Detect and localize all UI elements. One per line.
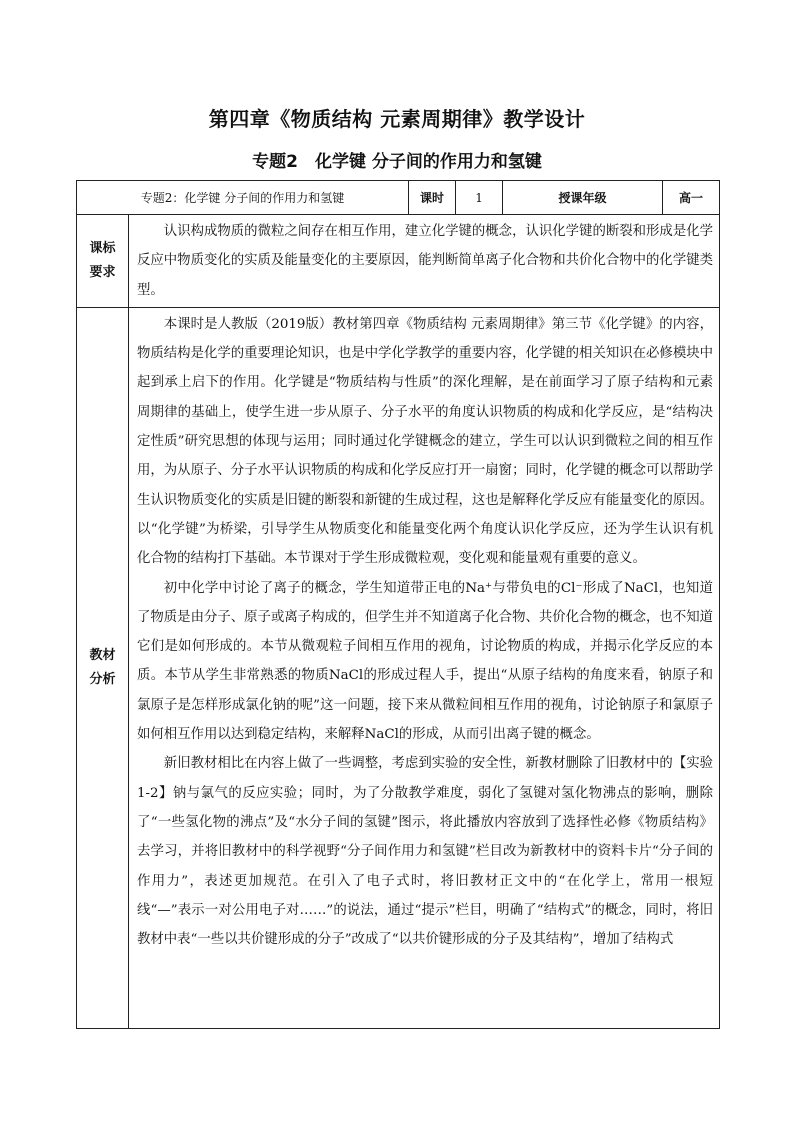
curriculum-row <box>77 215 720 308</box>
textbook-label-line2: 分析 <box>89 671 116 687</box>
curriculum-label <box>77 215 129 308</box>
header-row <box>77 181 720 215</box>
curriculum-label-line2: 要求 <box>89 264 116 280</box>
textbook-label <box>77 307 129 1028</box>
curriculum-text-cell <box>129 215 720 308</box>
grade-value: 高一 <box>663 181 720 215</box>
topic-cell: 专题2：化学键 分子间的作用力和氢键 <box>77 181 409 215</box>
document-title: 第四章《物质结构 元素周期律》教学设计 <box>208 107 586 131</box>
curriculum-label-line1: 课标 <box>89 240 116 256</box>
textbook-label-line1: 教材 <box>89 647 116 663</box>
lesson-plan-table <box>76 180 720 1029</box>
document-subtitle: 专题2 化学键 分子间的作用力和氢键 <box>252 152 542 172</box>
grade-label: 授课年级 <box>503 181 663 215</box>
textbook-text-cell <box>129 307 720 1028</box>
period-value: 1 <box>456 181 503 215</box>
period-label: 课时 <box>409 181 456 215</box>
textbook-row <box>77 307 720 1028</box>
textbook-paragraph: 本课时是人教版（2019版）教材第四章《物质结构 元素周期律》第三节《化学键》的内容，物质结构是化学的重要理论知识，也是中学化学教学的重要内容，化学键的相关知识在必修模块中起到承上启下的作用。化学键是“物质结构与性质”的深化理解，是在前面学习了原子结构和元素周期律的基础上，使学生进一步从原子、分子水平的角度认识物质的构成和化学反应，是“结构决定性质”研究思想的体现与运用；同时通过化学键概念的建立，学生可以认识到微粒之间的相互作用，为从原子、分子水平认识物质的构成和化学反应打开一扇窗；同时，化学键的概念可以帮助学生认识物质变化的实质是旧键的断裂和新键的生成过程，这也是解释化学反应有能量变化的原因。以“化学键”为桥梁，引导学生从物质变化和能量变化两个角度认识化学反应，还为学生认识有机化合物的结构打下基础。本节课对于学生形成微粒观，变化观和能量观有重要的意义。 <box>137 316 714 567</box>
curriculum-text: 认识构成物质的微粒之间存在相互作用，建立化学键的概念，认识化学键的断裂和形成是化学反应中物质变化的实质及能量变化的主要原因，能判断简单离子化合物和共价化合物中的化学键类型。 <box>137 224 714 298</box>
textbook-paragraph: 初中化学中讨论了离子的概念，学生知道带正电的Na⁺与带负电的Cl⁻形成了NaCl，也知道了物质是由分子、原子或离子构成的，但学生并不知道离子化合物、共价化合物的概念，也不知道它们是如何形成的。本节从微观粒子间相互作用的视角，讨论物质的构成，并揭示化学反应的本质。本节从学生非常熟悉的物质NaCl的形成过程人手，提出“从原子结构的角度来看，钠原子和氯原子是怎样形成氯化钠的呢”这一问题，接下来从微粒间相互作用的视角，讨论钠原子和氯原子如何相互作用以达到稳定结构，来解释NaCl的形成，从而引出离子键的概念。 <box>137 580 714 743</box>
textbook-paragraph: 新旧教材相比在内容上做了一些调整，考虑到实验的安全性，新教材删除了旧教材中的【实验1-2】钠与氯气的反应实验；同时，为了分散教学难度，弱化了氢键对氢化物沸点的影响，删除了“一些氢化物的沸点”及“水分子间的氢键”图示，将此播放内容放到了选择性必修《物质结构》去学习，并将旧教材中的科学视野“分子间作用力和氢键”栏目改为新教材中的资料卡片“分子间的作用力”，表述更加规范。在引入了电子式时，将旧教材正文中的“在化学上，常用一根短线“—”表示一对公用电子对……”的说法，通过“提示”栏目，明确了“结构式”的概念，同时，将旧教材中表“一些以共价键形成的分子”改成了“以共价键形成的分子及其结构”，增加了结构式 <box>137 756 714 948</box>
